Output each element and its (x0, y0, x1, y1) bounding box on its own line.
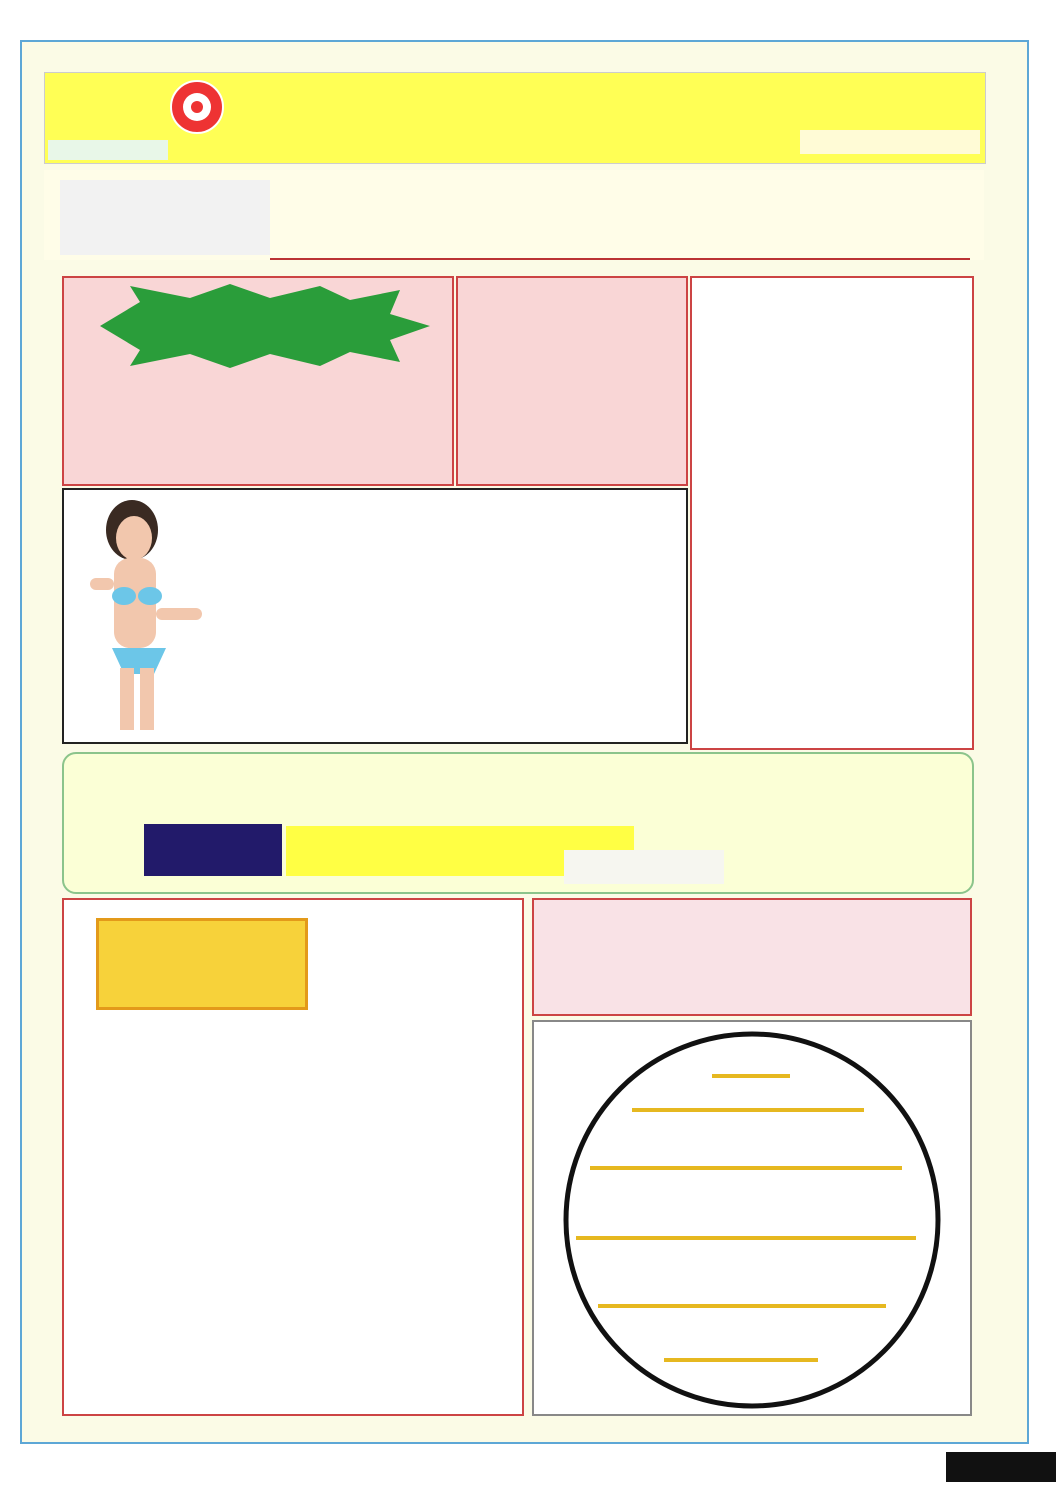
poem-label-badge (144, 824, 282, 876)
footer-corner-tag (946, 1452, 1056, 1482)
blur-patch (48, 140, 168, 160)
burst-icon (100, 284, 430, 368)
wheel-zodiac (532, 1020, 972, 1416)
divider (270, 258, 970, 260)
model-figure-icon (70, 498, 210, 734)
humor-panel (62, 898, 524, 1416)
big-text-panel (532, 898, 972, 1016)
issue-number (170, 140, 240, 162)
blur-patch-2 (800, 130, 980, 154)
number-row (290, 190, 970, 250)
column-body (690, 320, 970, 740)
border-top (28, 48, 1018, 66)
page-title (280, 78, 740, 158)
brand-text (815, 96, 955, 126)
mystery-char-panel (456, 276, 688, 486)
blur-patch-4 (564, 850, 724, 884)
blur-patch-3 (60, 180, 270, 255)
border-left (24, 80, 42, 1420)
banner-panel (62, 752, 974, 894)
gold-tips-panel (62, 276, 454, 486)
humor-badge-box (96, 918, 308, 1010)
lucky-numbers (320, 682, 640, 730)
emblem-icon (170, 80, 224, 134)
footer-watermark (20, 1392, 720, 1492)
logo-text (62, 96, 162, 136)
border-right (996, 80, 1014, 1420)
